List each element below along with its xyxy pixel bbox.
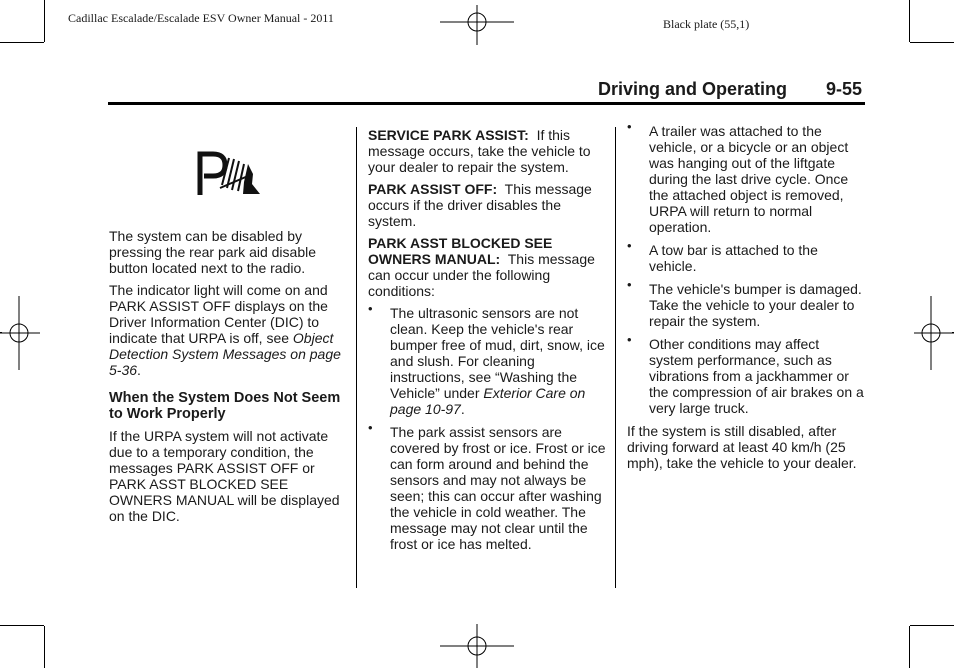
message-item: PARK ASST BLOCKED SEE OWNERS MANUAL: This message can occur under the following conditions: <box>368 235 595 299</box>
crop-mark <box>0 625 44 626</box>
registration-mark-right <box>912 296 954 372</box>
list-item: • A tow bar is attached to the vehicle. <box>627 238 818 274</box>
registration-mark-bottom <box>440 624 516 668</box>
crop-mark <box>910 625 954 626</box>
column-left <box>109 228 349 530</box>
paragraph: If the system is still disabled, after driving forward at least 40 km/h (25 mph), take the vehicle to your dealer. <box>627 423 857 471</box>
section-title: Driving and Operating <box>598 79 788 99</box>
column-divider <box>615 127 616 588</box>
column-divider <box>356 127 357 588</box>
condition-list <box>368 301 608 552</box>
subsection-heading: When the System Does Not Seem to Work Properly <box>109 390 341 422</box>
bullet-icon: • <box>368 301 373 316</box>
park-assist-off-icon <box>194 150 266 198</box>
message-item: PARK ASSIST OFF: This message occurs if the driver disables the system. <box>368 181 592 229</box>
message-item: SERVICE PARK ASSIST: If this message occurs, take the vehicle to your dealer to repair the system. <box>368 127 591 175</box>
list-item: • The park assist sensors are covered by frost or ice. Frost or ice can form around and behind the sensors and may not always be seen; this can occur after washing the vehicle in cold weather. The message may not clear until the frost or ice has melted. <box>368 420 606 552</box>
manual-title: Cadillac Escalade/Escalade ESV Owner Manual - 2011 <box>68 11 334 25</box>
crop-mark <box>0 42 44 43</box>
message-label: SERVICE PARK ASSIST: <box>368 127 529 143</box>
header-rule <box>108 102 865 105</box>
crop-mark <box>44 0 45 42</box>
crop-mark <box>910 42 954 43</box>
column-middle <box>368 127 608 559</box>
plate-label: Black plate (55,1) <box>663 17 750 31</box>
message-label: PARK ASSIST OFF: <box>368 181 498 197</box>
message-label: PARK ASST BLOCKED SEE OWNERS MANUAL: <box>368 235 553 267</box>
crop-mark <box>44 626 45 668</box>
bullet-icon: • <box>627 277 632 292</box>
bullet-icon: • <box>627 332 632 347</box>
registration-mark-left <box>0 296 42 372</box>
bullet-icon: • <box>627 119 632 134</box>
crop-mark <box>909 0 910 42</box>
bullet-icon: • <box>627 238 632 253</box>
bullet-icon: • <box>368 420 373 435</box>
column-right <box>627 119 867 477</box>
crop-mark <box>909 626 910 668</box>
paragraph: If the URPA system will not activate due to a temporary condition, the messages PARK ASSIST OFF or PARK ASST BLOCKED SEE OWNERS MANUAL will be displayed on the DIC. <box>109 428 340 524</box>
page-number: 9-55 <box>826 79 863 99</box>
registration-mark-top <box>440 5 516 45</box>
list-item: • A trailer was attached to the vehicle, or a bicycle or an object was hanging out of the liftgate during the last drive cycle. Once the attached object is removed, URPA will return to normal operation. <box>627 119 849 235</box>
cross-reference: Object Detection System Messages on page 5-36 <box>109 330 341 378</box>
paragraph: The system can be disabled by pressing the rear park aid disable button located next to the radio. <box>109 228 317 276</box>
list-item: • The ultrasonic sensors are not clean. Keep the vehicle's rear bumper free of mud, dirt, snow, ice and slush. For cleaning instructions, see “Washing the Vehicle” under Exterior Care on page 10-97. <box>368 301 605 417</box>
condition-list <box>627 119 867 416</box>
paragraph: The indicator light will come on and PARK ASSIST OFF displays on the Driver Information Center (DIC) to indicate that URPA is off, see Object Detection System Messages on page 5-36. <box>109 282 341 378</box>
list-item: • The vehicle's bumper is damaged. Take the vehicle to your dealer to repair the system. <box>627 277 862 329</box>
list-item: • Other conditions may affect system performance, such as vibrations from a jackhammer or the compression of air brakes on a very large truck. <box>627 332 864 416</box>
cross-reference: Exterior Care on page 10-97 <box>390 385 586 417</box>
